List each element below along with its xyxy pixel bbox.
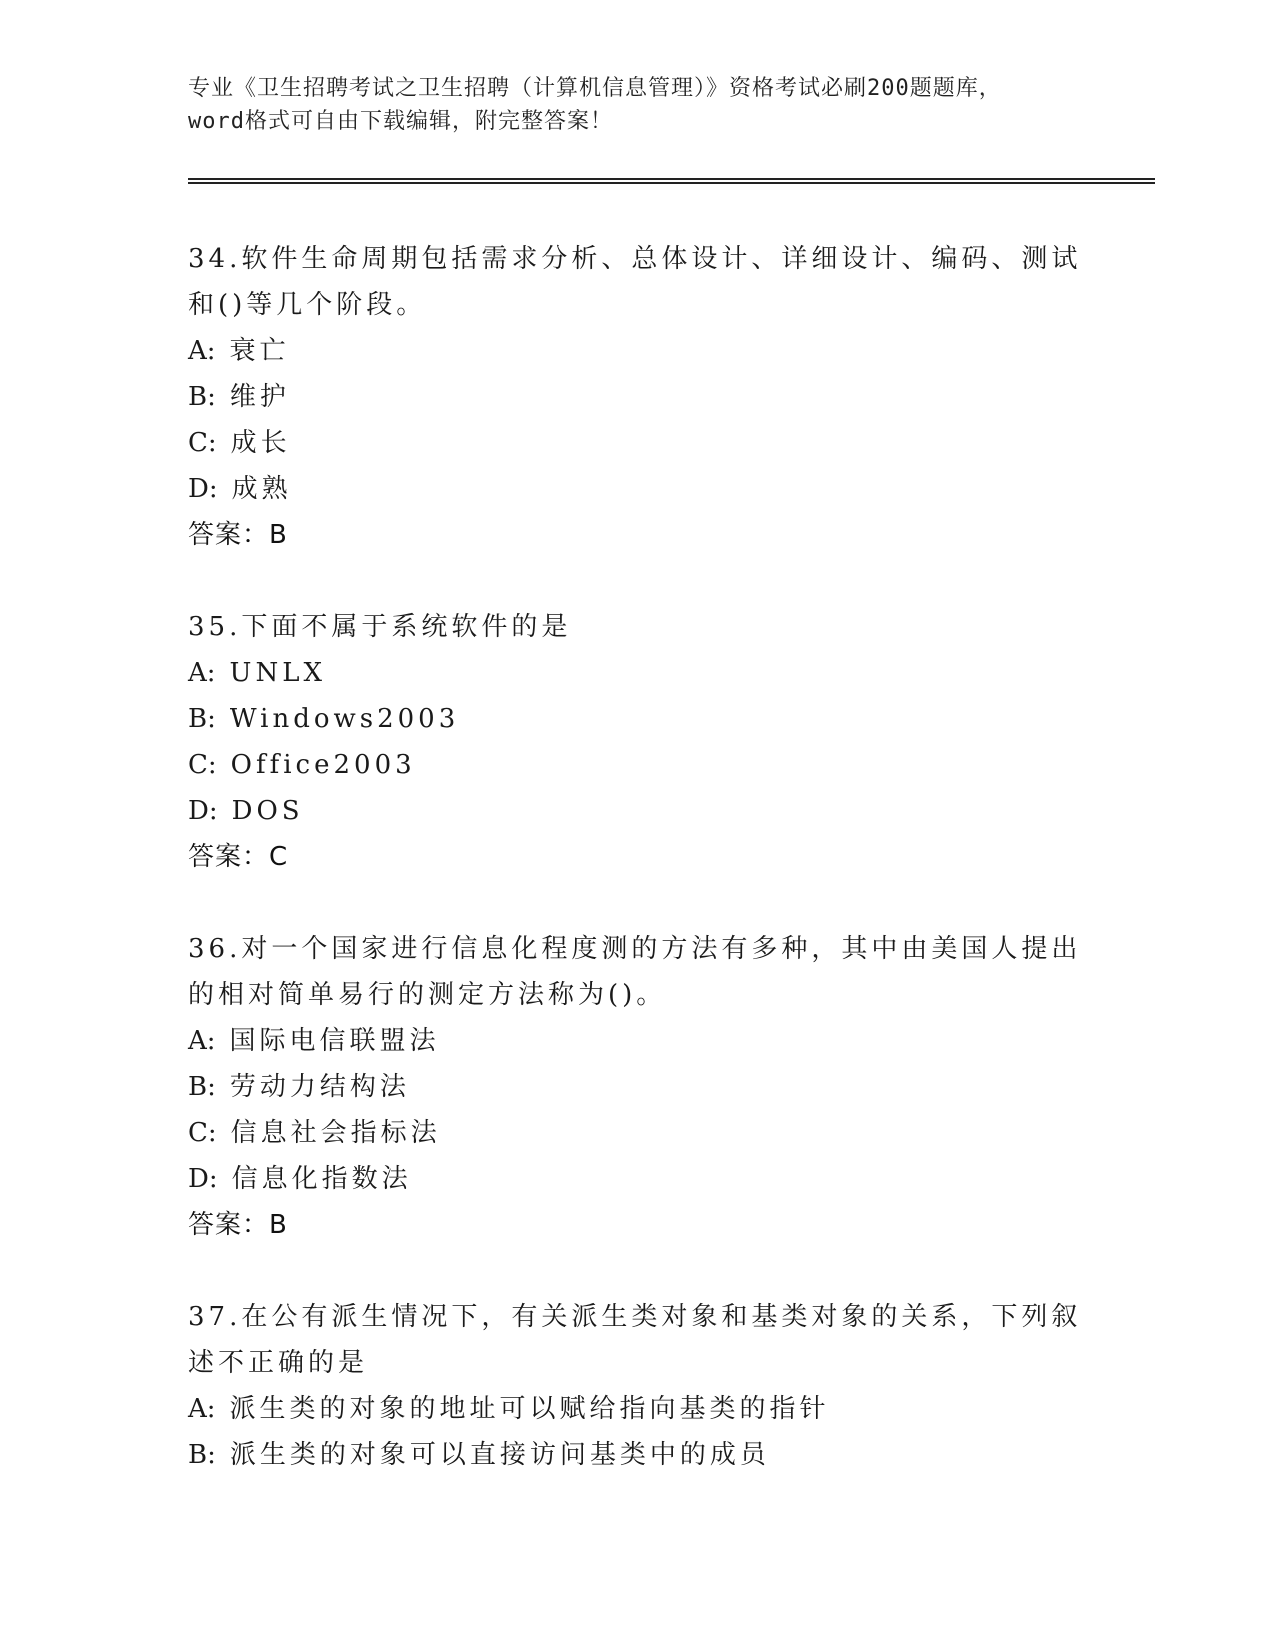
option-d: [188, 788, 1088, 834]
question-stem: 35.下面不属于系统软件的是: [188, 612, 572, 642]
option-c: [188, 420, 1088, 466]
option-letter: C:: [188, 1118, 217, 1148]
option-text: 成长: [230, 428, 291, 458]
answer-line: 答案：C: [188, 842, 289, 872]
option-text: 信息化指数法: [231, 1164, 412, 1194]
answer-line: 答案：B: [188, 520, 288, 550]
option-letter: D:: [188, 474, 218, 504]
question-stem: 36.对一个国家进行信息化程度测的方法有多种，其中由美国人提出的相对简单易行的测定方法称为()。: [188, 934, 1082, 1010]
option-text: UNLX: [229, 658, 326, 688]
question-35: [188, 604, 1088, 880]
option-text: 派生类的对象的地址可以赋给指向基类的指针: [229, 1394, 830, 1424]
option-text: DOS: [231, 796, 304, 826]
option-letter: A:: [188, 658, 216, 688]
option-c: [188, 1110, 1088, 1156]
option-b: [188, 696, 1088, 742]
answer-line: 答案：B: [188, 1210, 288, 1240]
option-b: [188, 1064, 1088, 1110]
option-a: [188, 1386, 1088, 1432]
option-letter: A:: [188, 1026, 216, 1056]
header-line-1: 专业《卫生招聘考试之卫生招聘（计算机信息管理）》资格考试必刷200题题库，: [188, 76, 1002, 101]
option-text: 成熟: [231, 474, 292, 504]
option-b: [188, 374, 1088, 420]
option-c: [188, 742, 1088, 788]
option-letter: B:: [188, 382, 216, 412]
option-text: 信息社会指标法: [230, 1118, 441, 1148]
question-stem: 34.软件生命周期包括需求分析、总体设计、详细设计、编码、测试和()等几个阶段。: [188, 244, 1082, 320]
option-text: 派生类的对象可以直接访问基类中的成员: [229, 1440, 770, 1470]
option-a: [188, 328, 1088, 374]
option-text: Windows2003: [229, 704, 460, 734]
option-text: 劳动力结构法: [229, 1072, 410, 1102]
header-line-2: word格式可自由下载编辑，附完整答案！: [188, 109, 613, 134]
option-letter: B:: [188, 704, 216, 734]
question-34: [188, 236, 1088, 558]
option-text: 国际电信联盟法: [229, 1026, 440, 1056]
option-a: [188, 650, 1088, 696]
document-header: [188, 72, 1088, 138]
option-letter: B:: [188, 1440, 216, 1470]
option-d: [188, 1156, 1088, 1202]
option-letter: C:: [188, 750, 217, 780]
question-37: [188, 1294, 1088, 1478]
option-letter: B:: [188, 1072, 216, 1102]
question-stem: 37.在公有派生情况下，有关派生类对象和基类对象的关系，下列叙述不正确的是: [188, 1302, 1082, 1378]
option-letter: A:: [188, 336, 216, 366]
option-letter: C:: [188, 428, 217, 458]
option-letter: D:: [188, 796, 218, 826]
question-36: [188, 926, 1088, 1248]
option-d: [188, 466, 1088, 512]
option-text: 衰亡: [229, 336, 290, 366]
header-double-rule: [188, 178, 1155, 184]
option-a: [188, 1018, 1088, 1064]
option-text: Office2003: [230, 750, 416, 780]
option-letter: A:: [188, 1394, 216, 1424]
option-b: [188, 1432, 1088, 1478]
question-list: [188, 236, 1088, 1524]
option-letter: D:: [188, 1164, 218, 1194]
option-text: 维护: [229, 382, 290, 412]
